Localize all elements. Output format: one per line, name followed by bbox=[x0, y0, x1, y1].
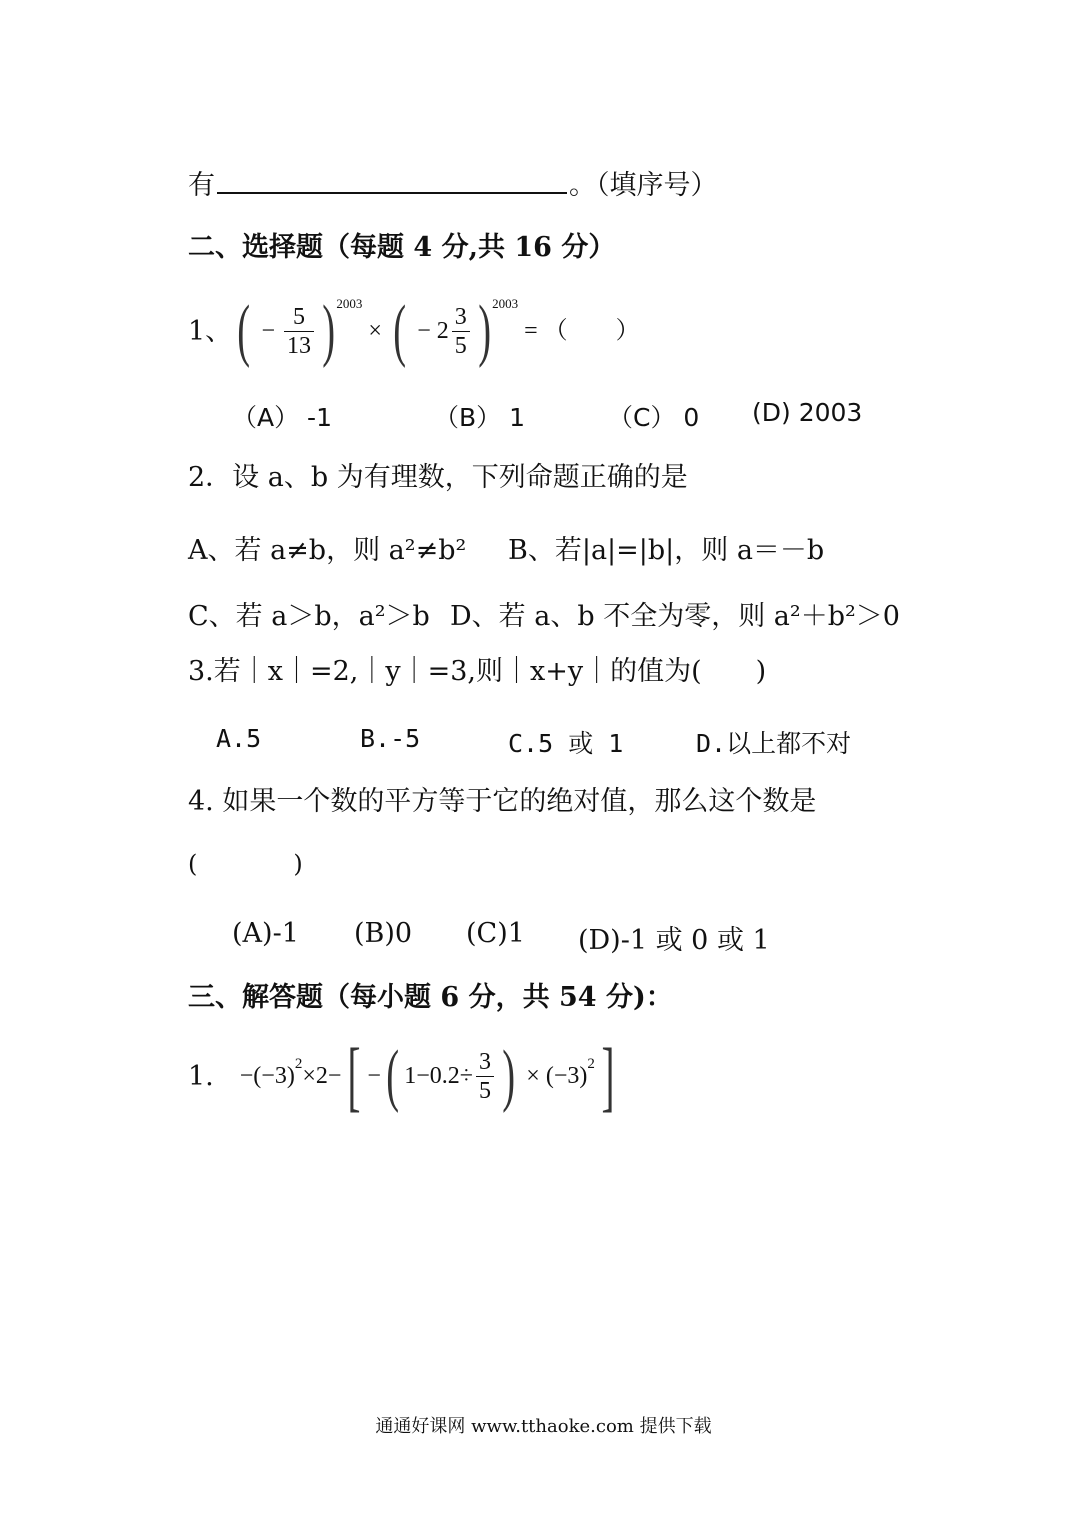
q3-option-b[interactable]: B.-5 bbox=[360, 724, 421, 753]
q1-option-d[interactable]: (D) 2003 bbox=[752, 398, 863, 427]
q4-answer-paren: ( ) bbox=[188, 850, 303, 878]
q2-option-c[interactable]: C、若 a＞b，a²＞b bbox=[188, 601, 430, 632]
q3-option-d[interactable]: D.以上都不对 bbox=[696, 729, 852, 758]
blank-prefix: 有 bbox=[188, 170, 215, 201]
q1-expression bbox=[188, 292, 640, 369]
q1-option-a[interactable]: （A） -1 bbox=[232, 403, 332, 432]
q1-option-b[interactable]: （B） 1 bbox=[434, 403, 526, 432]
q3-stem: 3.若｜x｜=2,｜y｜=3,则｜x+y｜的值为( ) bbox=[188, 656, 767, 687]
fraction-3-5: $\frac{3}{5}$ bbox=[452, 305, 470, 358]
q2-option-a[interactable]: A、若 a≠b，则 a²≠b² bbox=[188, 535, 467, 566]
q1-math: ( − $\frac{5}{13}$ ) 2003 × ( − 2 $\frac{3}{5}$ ) 2003 = （ ） bbox=[237, 292, 640, 369]
q3-option-c[interactable]: C.5 或 1 bbox=[508, 729, 624, 758]
blank-suffix: 。（填序号） bbox=[569, 170, 718, 201]
q4-stem: 4. 如果一个数的平方等于它的绝对值，那么这个数是 bbox=[188, 786, 817, 817]
q2-stem: 2．设 a、b 为有理数，下列命题正确的是 bbox=[188, 462, 688, 493]
fill-blank-line bbox=[188, 168, 718, 199]
q1-option-c[interactable]: （C） 0 bbox=[608, 403, 700, 432]
q2-option-d[interactable]: D、若 a、b 不全为零，则 a²＋b²＞0 bbox=[450, 601, 900, 632]
p1-math: −(−3) 2 ×2− [ − ( 1−0.2÷ $\frac{3}{5}$ ) × (−3) 2 ] bbox=[239, 1032, 615, 1119]
q1-answer-paren: （ ） bbox=[543, 318, 640, 344]
exponent-2: 2003 bbox=[492, 295, 519, 311]
q4-option-d[interactable]: (D)-1 或 0 或 1 bbox=[578, 925, 770, 956]
page-footer: 通通好课网 www.tthaoke.com 提供下载 bbox=[375, 1416, 712, 1437]
p1-number: 1. bbox=[188, 1060, 214, 1092]
exponent-1: 2003 bbox=[336, 295, 363, 311]
answer-blank[interactable] bbox=[217, 168, 567, 194]
q4-option-b[interactable]: (B)0 bbox=[354, 918, 413, 949]
fraction-5-13: $\frac{5}{13}$ bbox=[284, 305, 314, 358]
fraction-3-5-p1: $\frac{3}{5}$ bbox=[476, 1050, 494, 1103]
section2-heading: 二、选择题（每题 4 分,共 16 分） bbox=[188, 232, 616, 263]
q2-option-b[interactable]: B、若|a|=|b|，则 a＝－b bbox=[508, 535, 825, 566]
q4-option-a[interactable]: (A)-1 bbox=[232, 918, 299, 949]
section3-heading: 三、解答题（每小题 6 分，共 54 分)： bbox=[188, 982, 673, 1013]
q3-option-a[interactable]: A.5 bbox=[216, 724, 262, 753]
q4-option-c[interactable]: (C)1 bbox=[466, 918, 525, 949]
p1-expression bbox=[188, 1032, 621, 1119]
q1-number: 1、 bbox=[188, 315, 233, 347]
